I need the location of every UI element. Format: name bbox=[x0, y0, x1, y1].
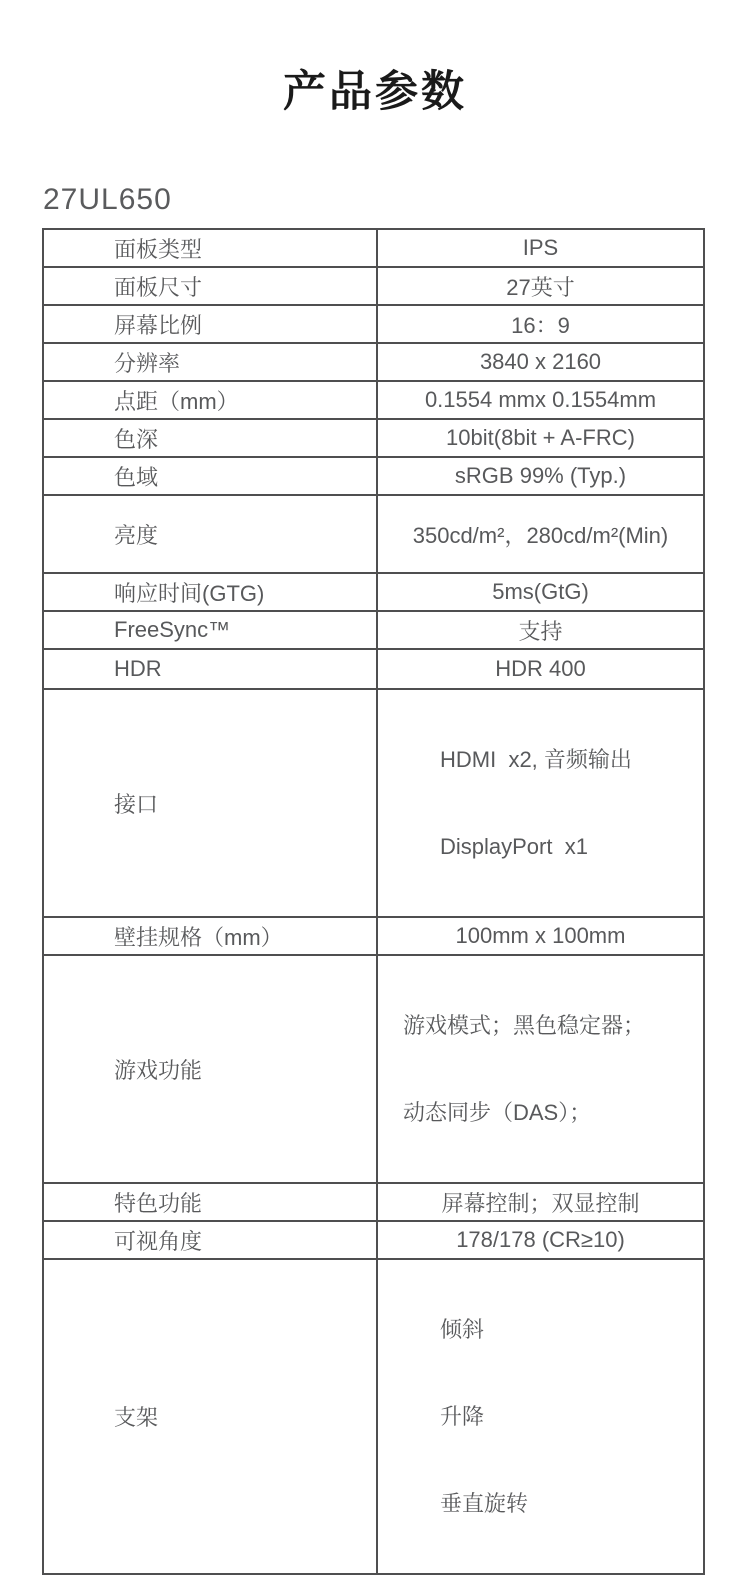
table-row bbox=[43, 229, 704, 267]
spec-label: 色域 bbox=[43, 457, 377, 495]
spec-value: 27英寸 bbox=[377, 267, 704, 305]
spec-value: 屏幕控制；双显控制 bbox=[377, 1183, 704, 1221]
spec-label: HDR bbox=[43, 649, 377, 689]
spec-value: 支持 bbox=[377, 611, 704, 649]
table-row bbox=[43, 381, 704, 419]
spec-value-line: DisplayPort x1 bbox=[440, 834, 588, 859]
spec-label: 游戏功能 bbox=[43, 955, 377, 1183]
spec-value-line: 升降 bbox=[440, 1404, 485, 1429]
model-number: 27UL650 bbox=[43, 183, 172, 216]
spec-value: 178/178 (CR≥10) bbox=[377, 1221, 704, 1259]
page-title: 产品参数 bbox=[283, 68, 467, 116]
table-row bbox=[43, 573, 704, 611]
table-row bbox=[43, 611, 704, 649]
spec-label: 色深 bbox=[43, 419, 377, 457]
spec-label: 点距（mm） bbox=[43, 381, 377, 419]
spec-label: 接口 bbox=[43, 689, 377, 917]
spec-label: 亮度 bbox=[43, 495, 377, 573]
spec-label: 分辨率 bbox=[43, 343, 377, 381]
table-row bbox=[43, 689, 704, 917]
spec-label: 壁挂规格（mm） bbox=[43, 917, 377, 955]
table-row bbox=[43, 955, 704, 1183]
table-row bbox=[43, 267, 704, 305]
table-row bbox=[43, 1221, 704, 1259]
table-row bbox=[43, 419, 704, 457]
spec-value: 100mm x 100mm bbox=[377, 917, 704, 955]
spec-value-line: 动态同步（DAS）； bbox=[403, 1100, 592, 1125]
spec-value-line: 游戏模式；黑色稳定器； bbox=[403, 1013, 646, 1038]
spec-label: 面板尺寸 bbox=[43, 267, 377, 305]
spec-value-line: 垂直旋转 bbox=[440, 1491, 529, 1516]
spec-table bbox=[42, 228, 705, 1575]
spec-label: FreeSync™ bbox=[43, 611, 377, 649]
spec-value: 10bit(8bit + A-FRC) bbox=[377, 419, 704, 457]
spec-value: 5ms(GtG) bbox=[377, 573, 704, 611]
spec-value bbox=[377, 1259, 704, 1574]
spec-value-line: 倾斜 bbox=[440, 1317, 485, 1342]
spec-value: HDR 400 bbox=[377, 649, 704, 689]
table-row bbox=[43, 343, 704, 381]
spec-value bbox=[377, 955, 704, 1183]
table-row bbox=[43, 1183, 704, 1221]
spec-value: 0.1554 mmx 0.1554mm bbox=[377, 381, 704, 419]
table-row bbox=[43, 917, 704, 955]
spec-value: IPS bbox=[377, 229, 704, 267]
table-row bbox=[43, 649, 704, 689]
spec-label: 响应时间(GTG) bbox=[43, 573, 377, 611]
table-row bbox=[43, 495, 704, 573]
spec-value-line: HDMI x2, 音频输出 bbox=[440, 747, 632, 772]
spec-label: 特色功能 bbox=[43, 1183, 377, 1221]
spec-value: 350cd/m²，280cd/m²(Min) bbox=[377, 495, 704, 573]
spec-label: 面板类型 bbox=[43, 229, 377, 267]
spec-label: 屏幕比例 bbox=[43, 305, 377, 343]
spec-value: sRGB 99% (Typ.) bbox=[377, 457, 704, 495]
spec-value: 3840 x 2160 bbox=[377, 343, 704, 381]
spec-value: 16：9 bbox=[377, 305, 704, 343]
spec-label: 可视角度 bbox=[43, 1221, 377, 1259]
table-row bbox=[43, 1259, 704, 1574]
spec-value bbox=[377, 689, 704, 917]
table-row bbox=[43, 305, 704, 343]
spec-label: 支架 bbox=[43, 1259, 377, 1574]
table-row bbox=[43, 457, 704, 495]
